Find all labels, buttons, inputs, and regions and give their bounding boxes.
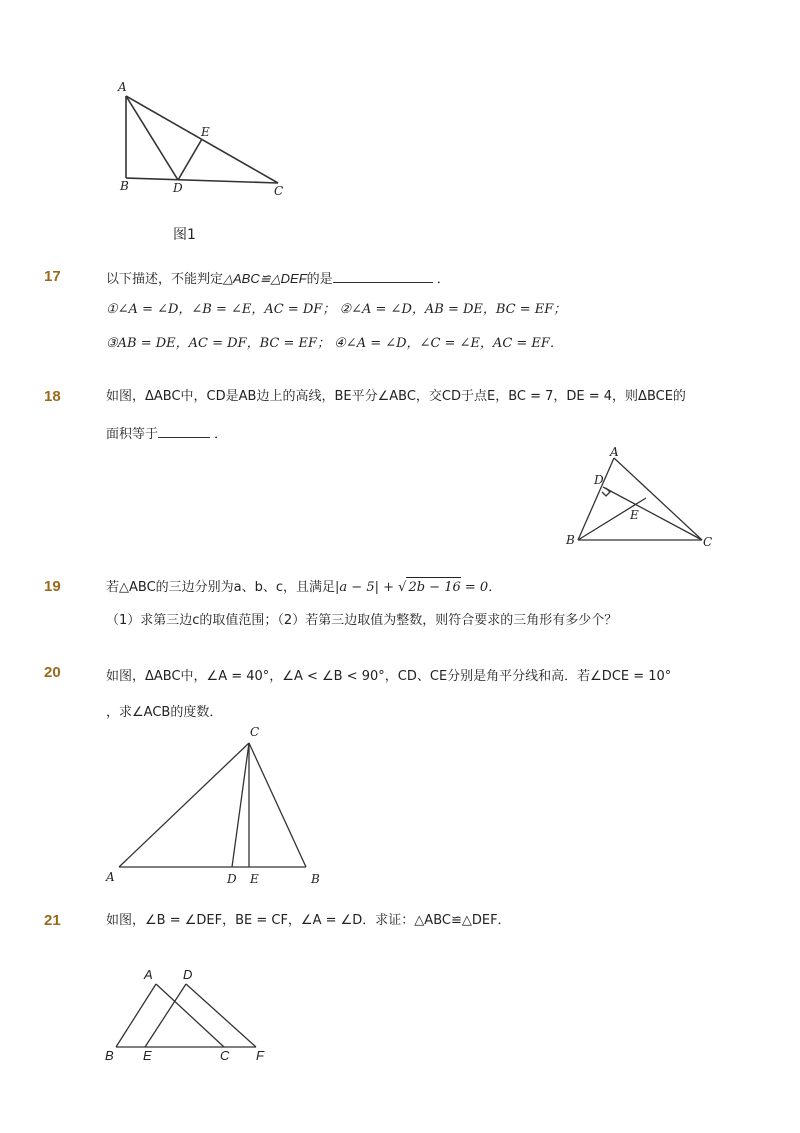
fig1-point-e: E xyxy=(201,125,210,139)
q19-sqrt-sign: √ xyxy=(398,580,407,595)
q20-point-c: C xyxy=(250,725,260,739)
question-21-number: 21 xyxy=(44,912,61,929)
question-18-number: 18 xyxy=(44,388,61,405)
q18-point-d: D xyxy=(594,473,604,487)
fig1-point-b: B xyxy=(120,179,129,193)
q21-point-b: B xyxy=(105,1048,114,1063)
q19-sqrt-radicand: 2b − 16 xyxy=(406,577,460,598)
q19-line-1-before: 若△ABC的三边分别为a、b、c，且满足 xyxy=(106,580,336,595)
q21-point-e: E xyxy=(143,1048,152,1063)
q18-line-2-before: 面积等于 xyxy=(106,427,159,442)
q19-line-1-after: = 0． xyxy=(460,580,502,595)
q21-point-f: F xyxy=(256,1048,264,1063)
fig1-point-a: A xyxy=(118,80,127,94)
question-20-line-2: ，求∠ACB的度数． xyxy=(106,705,223,720)
q20-point-b: B xyxy=(311,872,320,886)
q20-point-d: D xyxy=(227,872,237,886)
q18-line-2-after: ． xyxy=(214,427,228,442)
question-18-line-1: 如图，ΔABC中，CD是AB边上的高线，BE平分∠ABC，交CD于点E，BC = 7，DE = 4，则ΔBCE的 xyxy=(106,389,686,404)
q21-point-d: D xyxy=(183,967,193,982)
question-19-number: 19 xyxy=(44,578,61,595)
q21-point-a: A xyxy=(144,967,153,982)
q18-point-c: C xyxy=(703,535,713,549)
q18-point-a: A xyxy=(610,445,619,459)
q17-stem-before: 以下描述，不能判定 xyxy=(106,272,224,287)
question-19-line-2: （1）求第三边c的取值范围；（2）若第三边取值为整数，则符合要求的三角形有多少个？ xyxy=(106,613,618,628)
question-17-options-line-1: ①∠A = ∠D，∠B = ∠E，AC = DF； ②∠A = ∠D，AB = DE，BC = EF； xyxy=(106,302,567,317)
figure-1-caption: 图1 xyxy=(173,227,196,243)
q17-stem-after: 的是 xyxy=(306,272,333,287)
q17-stem-end: ． xyxy=(436,272,450,287)
question-21-line-1: 如图，∠B = ∠DEF，BE = CF，∠A = ∠D．求证：△ABC≌△DEF． xyxy=(106,913,511,928)
question-20-line-1: 如图，ΔABC中，∠A = 40°，∠A < ∠B < 90°，CD、CE分别是角平分线和高．若∠DCE = 10° xyxy=(106,669,672,684)
question-20-number: 20 xyxy=(44,664,61,681)
fig1-point-c: C xyxy=(274,184,284,198)
q17-stem-math: △ABC≌△DEF xyxy=(223,271,307,286)
q19-abs-term: |a − 5| + xyxy=(335,580,399,595)
q18-point-b: B xyxy=(566,533,575,547)
q20-point-a: A xyxy=(106,870,115,884)
q21-point-c: C xyxy=(220,1048,230,1063)
question-17-number: 17 xyxy=(44,268,61,285)
q20-point-e: E xyxy=(250,872,259,886)
fig1-point-d: D xyxy=(173,181,183,195)
q18-point-e: E xyxy=(630,508,639,522)
question-17-options-line-2: ③AB = DE，AC = DF，BC = EF； ④∠A = ∠D，∠C = ∠E，AC = EF． xyxy=(106,336,563,351)
